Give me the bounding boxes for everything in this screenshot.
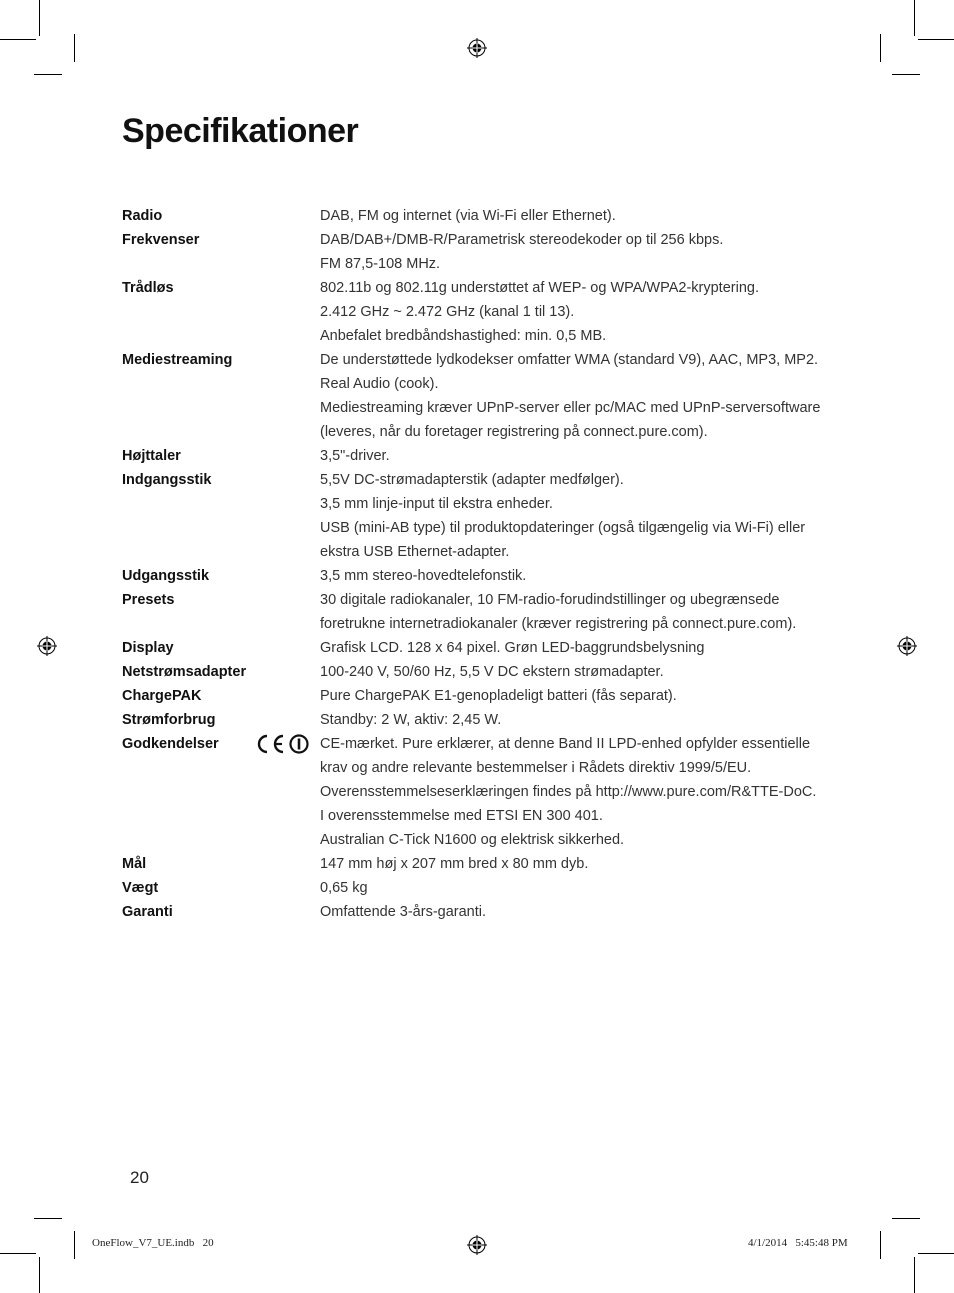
spec-row	[122, 636, 842, 660]
spec-value	[320, 708, 842, 732]
spec-label-text: Udgangsstik	[122, 568, 210, 584]
spec-label	[122, 444, 320, 468]
spec-label	[122, 636, 320, 660]
spec-row	[122, 732, 842, 852]
spec-label	[122, 708, 320, 732]
spec-value-line: I overensstemmelse med ETSI EN 300 401.	[320, 808, 603, 824]
spec-row	[122, 708, 842, 732]
spec-table	[122, 204, 842, 924]
spec-label-text: Presets	[122, 592, 175, 608]
registration-mark-icon	[897, 636, 917, 656]
spec-value	[320, 684, 842, 708]
spec-label-text: Radio	[122, 208, 163, 224]
registration-mark-icon	[37, 636, 57, 656]
spec-value-line: (leveres, når du foretager registrering på connect.pure.com).	[320, 424, 708, 440]
spec-value-line: USB (mini-AB type) til produktopdateringer (også tilgængelig via Wi-Fi) eller	[320, 520, 806, 536]
spec-value-line: FM 87,5-108 MHz.	[320, 256, 441, 272]
crop-mark	[880, 1231, 881, 1259]
spec-value-line: 3,5"-driver.	[320, 448, 390, 464]
spec-label-text: Strømforbrug	[122, 712, 216, 728]
spec-value	[320, 732, 842, 852]
spec-value-line: 100-240 V, 50/60 Hz, 5,5 V DC ekstern strømadapter.	[320, 664, 664, 680]
crop-mark	[892, 74, 920, 75]
crop-mark	[39, 1257, 40, 1293]
spec-value	[320, 444, 842, 468]
spec-value-line: Overensstemmelseserklæringen findes på http://www.pure.com/R&TTE-DoC.	[320, 784, 817, 800]
spec-value-line: Mediestreaming kræver UPnP-server eller pc/MAC med UPnP-serversoftware	[320, 400, 821, 416]
spec-value-line: Anbefalet bredbåndshastighed: min. 0,5 MB.	[320, 328, 607, 344]
crop-mark	[918, 1253, 954, 1254]
spec-value-line: CE-mærket. Pure erklærer, at denne Band II LPD-enhed opfylder essentielle	[320, 736, 811, 752]
spec-label	[122, 876, 320, 900]
spec-row	[122, 588, 842, 636]
registration-mark-icon	[467, 1235, 487, 1255]
spec-value-line: DAB/DAB+/DMB-R/Parametrisk stereodekoder op til 256 kbps.	[320, 232, 724, 248]
spec-value-line: 2.412 GHz ~ 2.472 GHz (kanal 1 til 13).	[320, 304, 575, 320]
spec-label-text: Frekvenser	[122, 232, 200, 248]
spec-label	[122, 228, 320, 252]
spec-label-text: Garanti	[122, 904, 173, 920]
spec-label-text: Mediestreaming	[122, 352, 233, 368]
spec-value-line: Grafisk LCD. 128 x 64 pixel. Grøn LED-baggrundsbelysning	[320, 640, 705, 656]
spec-value-line: 3,5 mm stereo-hovedtelefonstik.	[320, 568, 527, 584]
spec-value-line: Standby: 2 W, aktiv: 2,45 W.	[320, 712, 502, 728]
spec-value	[320, 876, 842, 900]
spec-value-line: 147 mm høj x 207 mm bred x 80 mm dyb.	[320, 856, 589, 872]
spec-value	[320, 564, 842, 588]
spec-label	[122, 204, 320, 228]
crop-mark	[34, 74, 62, 75]
spec-label	[122, 276, 320, 300]
spec-label-text: ChargePAK	[122, 688, 202, 704]
crop-mark	[74, 34, 75, 62]
spec-row	[122, 684, 842, 708]
spec-row	[122, 276, 842, 348]
spec-row	[122, 348, 842, 444]
spec-value-line: Real Audio (cook).	[320, 376, 439, 392]
spec-label	[122, 588, 320, 612]
spec-row	[122, 900, 842, 924]
spec-value-line: krav og andre relevante bestemmelser i Rådets direktiv 1999/5/EU.	[320, 760, 752, 776]
spec-label-text: Mål	[122, 856, 147, 872]
spec-value-line: Australian C-Tick N1600 og elektrisk sikkerhed.	[320, 832, 625, 848]
spec-label	[122, 468, 320, 492]
crop-mark	[914, 1257, 915, 1293]
spec-label-text: Netstrømsadapter	[122, 664, 247, 680]
crop-mark	[914, 0, 915, 36]
spec-value-line: 3,5 mm linje-input til ekstra enheder.	[320, 496, 553, 512]
spec-value	[320, 468, 842, 564]
slug-file-info: OneFlow_V7_UE.indb 20	[92, 1237, 214, 1249]
crop-mark	[880, 34, 881, 62]
alert-class-icon	[288, 733, 310, 755]
ce-mark-icon	[254, 733, 286, 755]
spec-value	[320, 276, 842, 348]
page-number: 20	[130, 1168, 149, 1187]
crop-mark	[39, 0, 40, 36]
spec-value	[320, 636, 842, 660]
spec-label	[122, 900, 320, 924]
registration-mark-icon	[467, 38, 487, 58]
spec-row	[122, 204, 842, 228]
spec-value-line: 0,65 kg	[320, 880, 368, 896]
spec-label-text: Display	[122, 640, 174, 656]
crop-mark	[892, 1218, 920, 1219]
spec-value-line: 802.11b og 802.11g understøttet af WEP- og WPA/WPA2-kryptering.	[320, 280, 759, 296]
page-title: Specifikationer	[122, 112, 359, 150]
spec-value	[320, 588, 842, 636]
spec-value-line: foretrukne internetradiokanaler (kræver registrering på connect.pure.com).	[320, 616, 797, 632]
spec-label-text: Godkendelser	[122, 736, 219, 752]
spec-value-line: De understøttede lydkodekser omfatter WMA (standard V9), AAC, MP3, MP2.	[320, 352, 819, 368]
spec-label	[122, 348, 320, 372]
crop-mark	[0, 39, 36, 40]
spec-value	[320, 900, 842, 924]
spec-label-text: Højttaler	[122, 448, 181, 464]
spec-value	[320, 228, 842, 276]
spec-label-text: Trådløs	[122, 280, 174, 296]
spec-value	[320, 348, 842, 444]
spec-label-text: Indgangsstik	[122, 472, 212, 488]
spec-value-line: DAB, FM og internet (via Wi-Fi eller Ethernet).	[320, 208, 616, 224]
spec-row	[122, 228, 842, 276]
spec-label	[122, 660, 320, 684]
spec-label	[122, 732, 320, 756]
spec-value-line: ekstra USB Ethernet-adapter.	[320, 544, 510, 560]
spec-row	[122, 468, 842, 564]
certification-marks	[254, 733, 310, 755]
crop-mark	[74, 1231, 75, 1259]
spec-value-line: Pure ChargePAK E1-genopladeligt batteri (fås separat).	[320, 688, 677, 704]
slug-timestamp: 4/1/2014 5:45:48 PM	[748, 1237, 848, 1249]
crop-mark	[0, 1253, 36, 1254]
spec-row	[122, 444, 842, 468]
spec-row	[122, 876, 842, 900]
spec-value	[320, 852, 842, 876]
spec-label-text: Vægt	[122, 880, 159, 896]
spec-value-line: 30 digitale radiokanaler, 10 FM-radio-forudindstillinger og ubegrænsede	[320, 592, 780, 608]
spec-value	[320, 204, 842, 228]
spec-value-line: Omfattende 3-års-garanti.	[320, 904, 487, 920]
spec-label	[122, 564, 320, 588]
crop-mark	[918, 39, 954, 40]
spec-row	[122, 564, 842, 588]
crop-mark	[34, 1218, 62, 1219]
spec-value	[320, 660, 842, 684]
spec-label	[122, 684, 320, 708]
spec-row	[122, 852, 842, 876]
spec-row	[122, 660, 842, 684]
spec-value-line: 5,5V DC-strømadapterstik (adapter medfølger).	[320, 472, 624, 488]
spec-label	[122, 852, 320, 876]
